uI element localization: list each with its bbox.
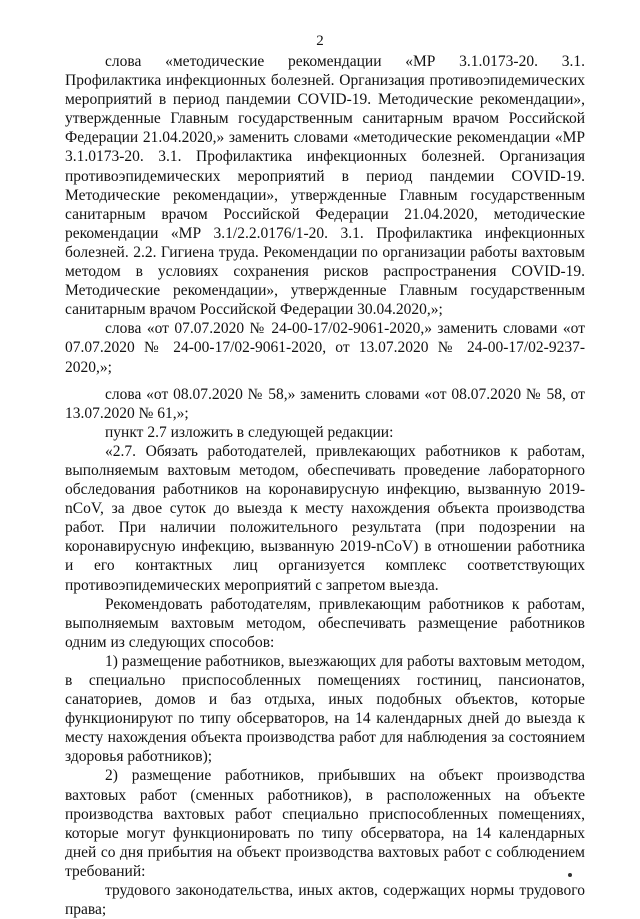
- paragraph-item-2-7: «2.7. Обязать работодателей, привлекающих работников к работам, выполняемым вахтовым методом, обеспечивать проведение лабораторного обследования работников на коронавирусную инфекцию, вызванную 2019-nCoV, за двое суток до выезда к месту нахождения объекта производства работ. При наличии положительного результата (при подозрении на коронавирусную инфекцию, вызванную 2019-nCoV) в отношении работника и его контактных лиц организуется комплекс соответствующих противоэпидемических мероприятий с запретом выезда.: [65, 442, 585, 594]
- paragraph-amend-07-07: слова «от 07.07.2020 № 24-00-17/02-9061-2020,» заменить словами «от 07.07.2020 № 24-00-17/02-9061-2020, от 13.07.2020 № 24-00-17/02-9237-2020,»;: [65, 320, 585, 376]
- paragraph-recommend: Рекомендовать работодателям, привлекающим работников к работам, выполняемым вахтовым методом, обеспечивать размещение работников одним из следующих способов:: [65, 595, 585, 651]
- page-number: 2: [316, 33, 324, 49]
- sub-item-labor-law: трудового законодательства, иных актов, содержащих нормы трудового права;: [65, 882, 585, 919]
- paragraph-item-2-7-intro: пункт 2.7 изложить в следующей редакции:: [105, 423, 394, 441]
- list-item-2: 2) размещение работников, прибывших на объект производства вахтовых работ (сменных работников), в расположенных на объекте производства вахтовых работ специально приспособленных помещениях, которые могут функционировать по типу обсерватора, на 14 календарных дней со дня прибытия на объект производства вахтовых работ с соблюдением требований:: [65, 767, 585, 880]
- paragraph-amend-guidelines: слова «методические рекомендации «МР 3.1.0173-20. 3.1. Профилактика инфекционных болезней. Организация противоэпидемических мероприятий в период пандемии COVID-19. Методические рекомендации», утвержденные Главным государственным санитарным врачом Российской Федерации 21.04.2020,» заменить словами «методические рекомендации «МР 3.1.0173-20. 3.1. Профилактика инфекционных болезней. Организация противоэпидемических мероприятий в период пандемии COVID-19. Методические рекомендации», утвержденные Главным государственным санитарным врачом Российской Федерации 21.04.2020, методические рекомендации «МР 3.1/2.2.0176/1-20. 3.1. Профилактика инфекционных болезней. 2.2. Гигиена труда. Рекомендации по организации работы вахтовым методом в условиях сохранения рисков распространения COVID-19. Методические рекомендации», утвержденные Главным государственным санитарным врачом Российской Федерации 30.04.2020,»;: [65, 53, 585, 319]
- document-body: [65, 52, 585, 919]
- scan-speck: [568, 873, 572, 877]
- list-item-1: 1) размещение работников, выезжающих для работы вахтовым методом, в специально приспособленных помещениях гостиниц, пансионатов, санаториев, домов и баз отдыха, иных подобных объектов, которые функционируют по типу обсерваторов, на 14 календарных дней до выезда к месту нахождения объекта производства работ для наблюдения за состоянием здоровья работников);: [65, 652, 585, 766]
- paragraph-amend-08-07: слова «от 08.07.2020 № 58,» заменить словами «от 08.07.2020 № 58, от 13.07.2020 № 61,»;: [65, 385, 585, 422]
